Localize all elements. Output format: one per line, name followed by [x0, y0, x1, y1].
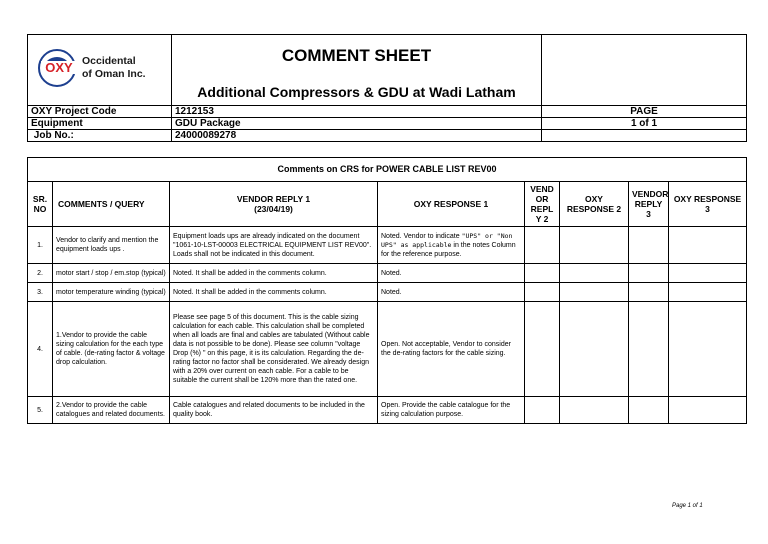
- row-empty-cell: [669, 227, 747, 264]
- info-value: 1212153: [172, 106, 542, 118]
- company-name: Occidental of Oman Inc.: [82, 55, 146, 80]
- row-empty-cell: [560, 264, 629, 283]
- row-sr: 2.: [28, 264, 53, 283]
- col-oxy-response-3: OXY RESPONSE 3: [669, 182, 747, 227]
- row-empty-cell: [560, 227, 629, 264]
- row-vendor-reply: Noted. It shall be added in the comments column.: [170, 264, 378, 283]
- row-empty-cell: [525, 283, 560, 302]
- comments-table-title: Comments on CRS for POWER CABLE LIST REV00: [28, 158, 747, 182]
- info-right: 1 of 1: [542, 118, 747, 130]
- info-value: 24000089278: [172, 130, 542, 142]
- row-vendor-reply: Cable catalogues and related documents to be included in the quality book.: [170, 397, 378, 424]
- table-row: [28, 302, 747, 397]
- info-row: [28, 118, 747, 130]
- row-sr: 3.: [28, 283, 53, 302]
- header-table: [27, 34, 747, 142]
- row-comment: 2.Vendor to provide the cable catalogues and related documents.: [53, 397, 170, 424]
- info-value: GDU Package: [172, 118, 542, 130]
- logo-cell: [28, 35, 172, 106]
- info-row: [28, 106, 747, 118]
- oxy-logo-icon: OXY: [38, 49, 76, 87]
- column-header-row: [28, 182, 747, 227]
- row-empty-cell: [629, 302, 669, 397]
- page-footer: Page 1 of 1: [672, 503, 703, 509]
- row-sr: 4.: [28, 302, 53, 397]
- info-label: Job No.:: [28, 130, 172, 142]
- row-empty-cell: [669, 302, 747, 397]
- row-empty-cell: [629, 283, 669, 302]
- title-cell: [172, 35, 542, 106]
- col-vendor-reply-2: VEND OR REPL Y 2: [525, 182, 560, 227]
- info-row: [28, 130, 747, 142]
- row-comment: Vendor to clarify and mention the equipment loads ups .: [53, 227, 170, 264]
- info-label: Equipment: [28, 118, 172, 130]
- row-sr: 1.: [28, 227, 53, 264]
- table-row: [28, 397, 747, 424]
- row-empty-cell: [669, 283, 747, 302]
- row-empty-cell: [629, 264, 669, 283]
- row-empty-cell: [560, 397, 629, 424]
- row-comment: motor start / stop / em.stop (typical): [53, 264, 170, 283]
- info-right: [542, 130, 747, 142]
- row-oxy-response: Open. Provide the cable catalogue for the sizing calculation purpose.: [378, 397, 525, 424]
- row-empty-cell: [525, 397, 560, 424]
- table-row: [28, 283, 747, 302]
- row-empty-cell: [669, 397, 747, 424]
- row-empty-cell: [560, 302, 629, 397]
- info-label: OXY Project Code: [28, 106, 172, 118]
- comments-table: [27, 157, 747, 424]
- row-empty-cell: [629, 397, 669, 424]
- row-empty-cell: [525, 264, 560, 283]
- col-oxy-response-2: OXY RESPONSE 2: [560, 182, 629, 227]
- row-empty-cell: [525, 302, 560, 397]
- col-oxy-response-1: OXY RESPONSE 1: [378, 182, 525, 227]
- table-row: [28, 264, 747, 283]
- row-vendor-reply: Noted. It shall be added in the comments column.: [170, 283, 378, 302]
- page-title: COMMENT SHEET: [281, 46, 432, 65]
- col-sr-no: SR. NO: [28, 182, 53, 227]
- row-comment: 1.Vendor to provide the cable sizing calculation for the each type of cable. (de-rating factor & voltage drop calculation.: [53, 302, 170, 397]
- row-empty-cell: [629, 227, 669, 264]
- row-empty-cell: [669, 264, 747, 283]
- row-sr: 5.: [28, 397, 53, 424]
- row-oxy-response: Open. Not acceptable, Vendor to consider the de-rating factors for the cable sizing.: [378, 302, 525, 397]
- row-comment: motor temperature winding (typical): [53, 283, 170, 302]
- row-oxy-response: Noted.: [378, 283, 525, 302]
- row-empty-cell: [560, 283, 629, 302]
- col-vendor-reply-3: VENDOR REPLY 3: [629, 182, 669, 227]
- row-oxy-response: Noted.: [378, 264, 525, 283]
- table-row: [28, 227, 747, 264]
- row-vendor-reply: Please see page 5 of this document. This is the cable sizing calculation for each cable. This calculation shall be completed when all loads are final and cables are tabulated (Without cable data is not possible to be done). Please see column "voltage Drop (%) " on this page, it is its calculation. Regarding the de-rating factor no factor shall be considerated. We already design with a 20% over current on each cable. For a cable to be suitable the current shall be 120% more than the rated one.: [170, 302, 378, 397]
- row-oxy-response: Noted. Vendor to indicate "UPS" or "Non UPS" as applicable in the notes Column for the reference purpose.: [378, 227, 525, 264]
- page-subtitle: Additional Compressors & GDU at Wadi Latham: [197, 84, 516, 100]
- row-empty-cell: [525, 227, 560, 264]
- row-vendor-reply: Equipment loads ups are already indicated on the document "1061-10-LST-00003 ELECTRICAL EQUIPMENT LIST REV00". Loads shall not be indicated in this document.: [170, 227, 378, 264]
- col-comments: COMMENTS / QUERY: [53, 182, 170, 227]
- col-vendor-reply-1: VENDOR REPLY 1 (23/04/19): [170, 182, 378, 227]
- info-right: PAGE: [542, 106, 747, 118]
- header-blank-cell: [542, 35, 747, 106]
